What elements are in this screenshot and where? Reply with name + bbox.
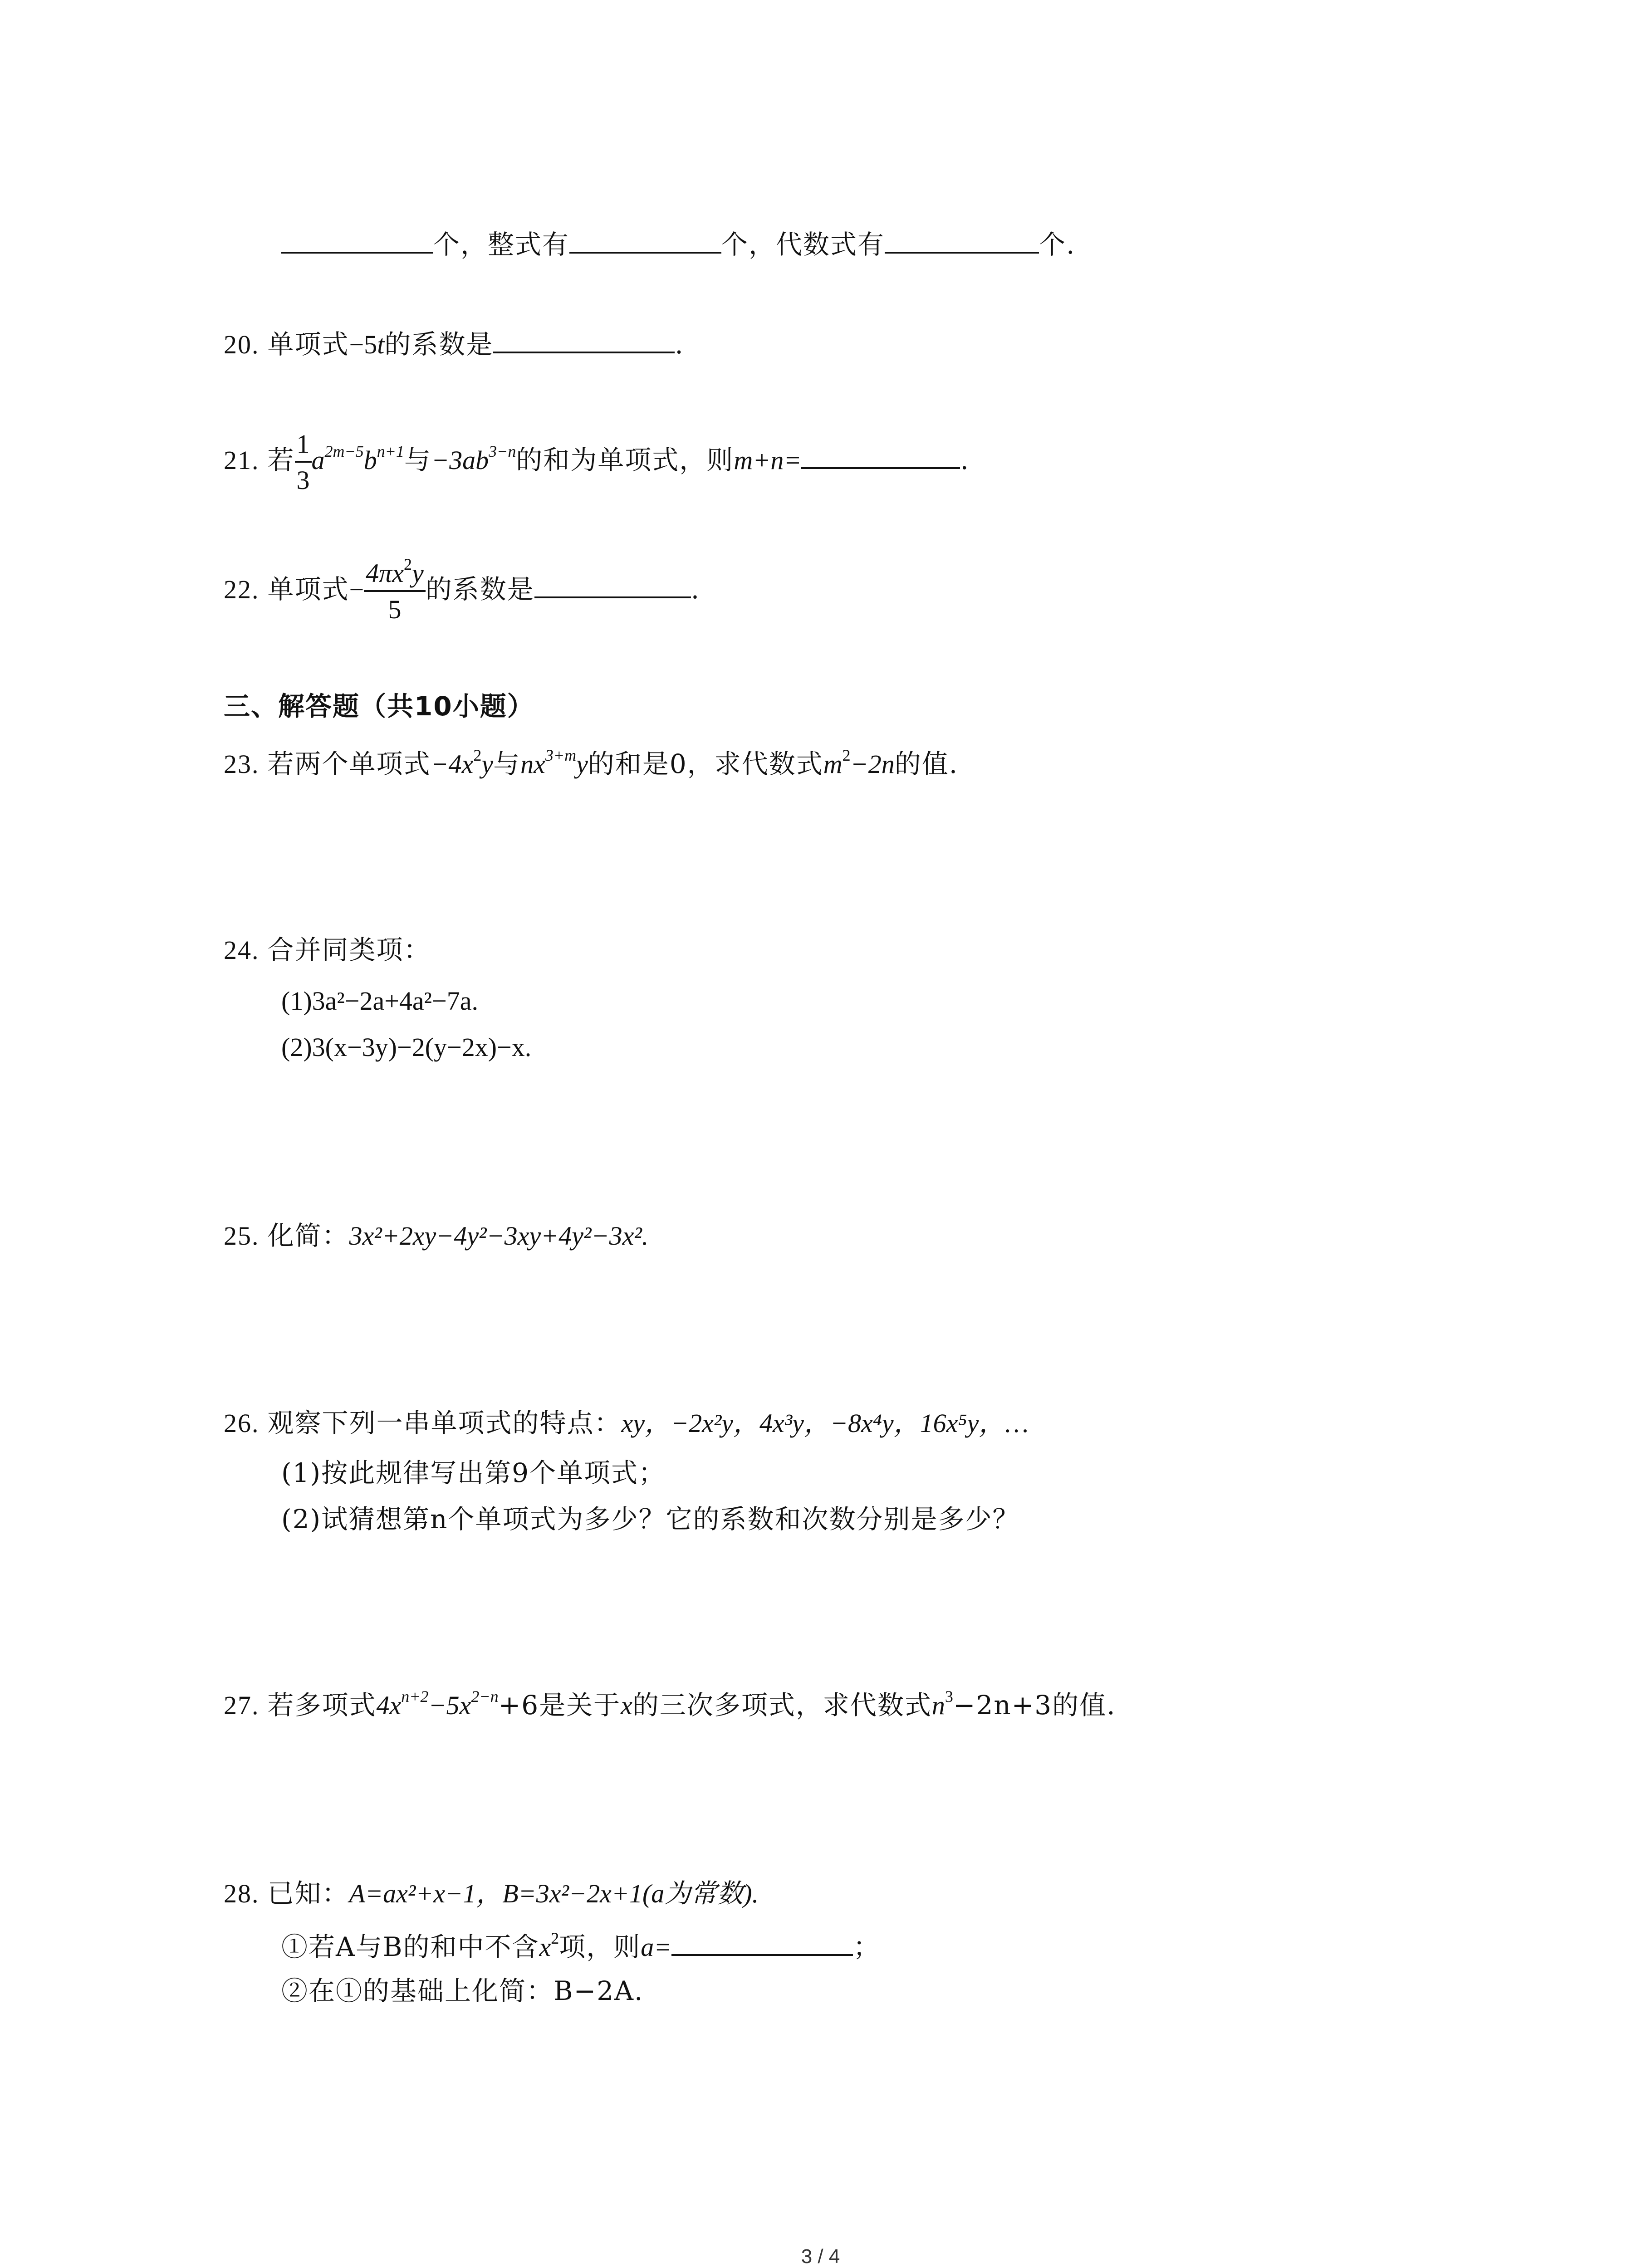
fraction: $\frac{1}{3}$ [295, 431, 312, 494]
question-26-part-2: (2)试猜想第n个单项式为多少？它的系数和次数分别是多少？ [281, 1504, 1020, 1535]
question-20: 20. 单项式−5t的系数是 . [224, 329, 684, 360]
question-number: 21. [224, 445, 260, 475]
answer-blank[interactable] [281, 229, 433, 254]
answer-blank[interactable] [493, 329, 675, 353]
question-26: 26. 观察下列一串单项式的特点：xy，−2x²y，4x³y，−8x⁴y，16x⁵y，… [224, 1408, 1029, 1438]
section-heading: 三、解答题（共10小题） [224, 691, 534, 722]
answer-blank[interactable] [885, 229, 1039, 254]
question-21: 21. 若 $\frac{1}{3}$ $a^{2m-5}b^{n+1}$与$-3ab^{3-n}$的和为单项式，则m+n= . [224, 429, 970, 495]
question-text: 单项式 [267, 329, 349, 360]
question-number: 24. [224, 935, 260, 965]
question-24: 24. 合并同类项： [224, 934, 431, 965]
question-25: 25. 化简：3x²+2xy−4y²−3xy+4y²−3x². [224, 1220, 649, 1251]
question-number: 25. [224, 1221, 260, 1251]
question-23: 23. 若两个单项式$-4x^2y$与$nx^{3+m}y$的和是0，求代数式$m^2-2n$的值. [224, 746, 959, 779]
answer-blank[interactable] [534, 574, 691, 598]
question-26-part-1: (1)按此规律写出第9个单项式； [281, 1457, 666, 1488]
answer-blank[interactable] [801, 445, 960, 469]
question-28-part-2: ②在①的基础上化简：B−2A. [281, 1975, 644, 2006]
question-number: 20. [224, 330, 260, 359]
question-24-part-2: (2)3(x−3y)−2(y−2x)−x. [281, 1032, 532, 1062]
question-28: 28. 已知：A=ax²+x−1，B=3x²−2x+1(a为常数). [224, 1878, 759, 1909]
question-22: 22. 单项式− $\frac{4\pi x^2y}{5}$ 的系数是 . [224, 555, 700, 624]
page-number: 3 / 4 [801, 2245, 840, 2268]
question-number: 22. [224, 575, 260, 605]
question-number: 23. [224, 749, 260, 779]
q19-continuation [281, 229, 1075, 258]
question-24-part-1: (1)3a²−2a+4a²−7a. [281, 986, 479, 1016]
fraction: $\frac{4\pi x^2y}{5}$ [364, 560, 426, 623]
question-27: 27. 若多项式$4x^{n+2}-5x^{2-n}+6$是关于x的三次多项式，求代数式$n^3-2n+3$的值. [224, 1687, 1116, 1721]
q19-text-2: 个，代数式有 [721, 229, 885, 260]
question-28-part-1: ①若A与B的和中不含$x^2$项，则a= ； [281, 1929, 881, 1962]
answer-blank[interactable] [569, 229, 721, 254]
question-number: 27. [224, 1691, 260, 1720]
q19-text-3: 个. [1039, 229, 1076, 260]
question-number: 26. [224, 1408, 260, 1438]
q19-text-1: 个，整式有 [433, 229, 570, 260]
question-number: 28. [224, 1879, 260, 1908]
answer-blank[interactable] [671, 1931, 853, 1956]
